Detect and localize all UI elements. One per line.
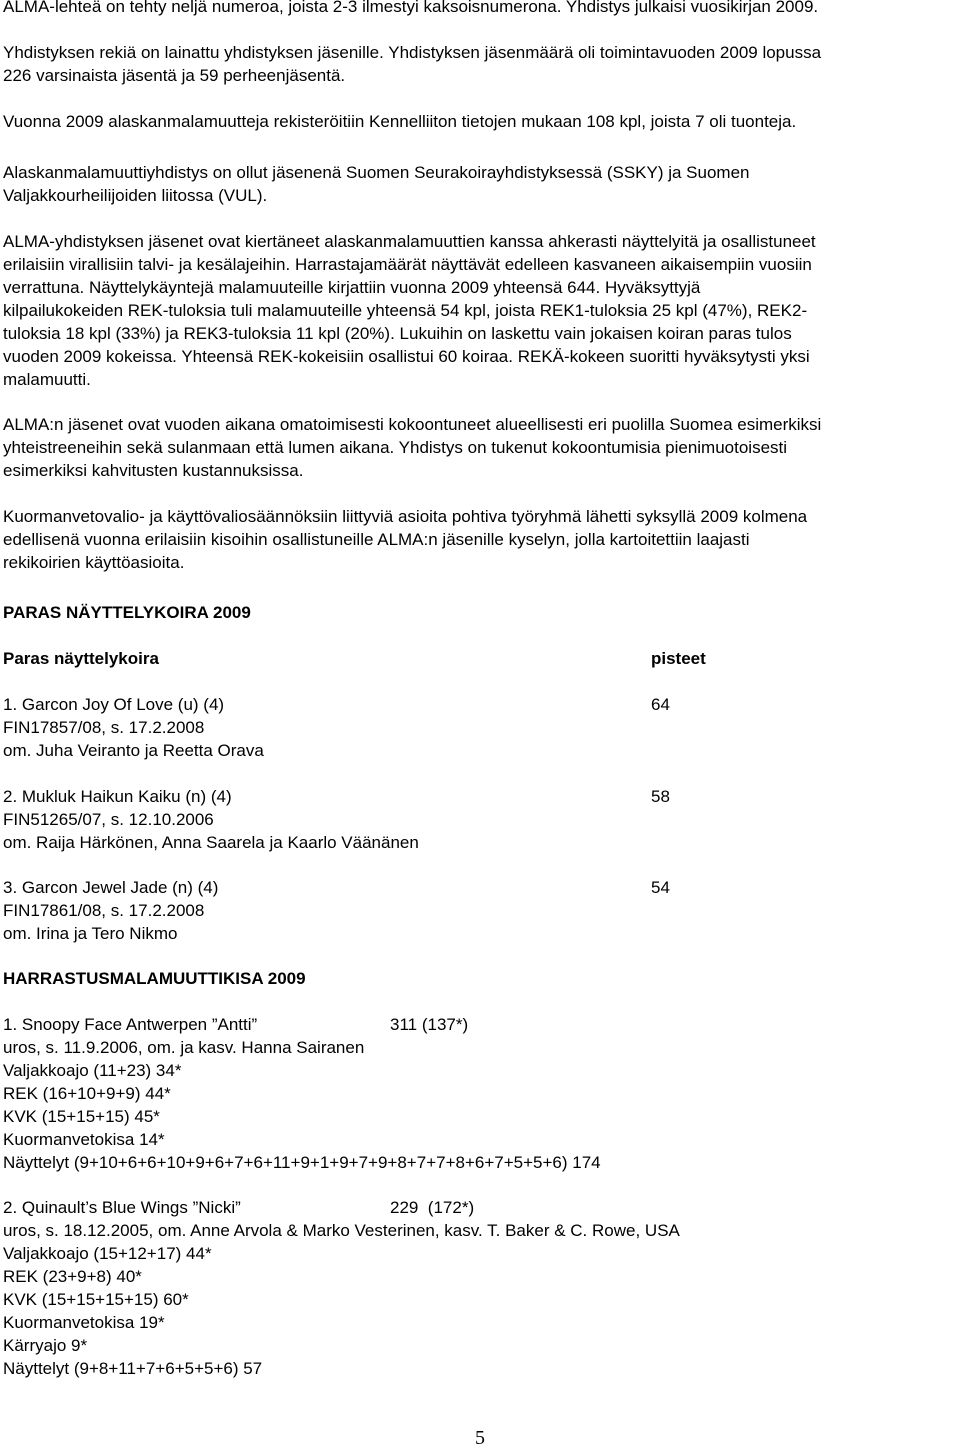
entry-owner: om. Raija Härkönen, Anna Saarela ja Kaarlo Väänänen xyxy=(3,833,419,852)
column-header-dog: Paras näyttelykoira xyxy=(3,649,159,668)
section-heading: HARRASTUSMALAMUUTTIKISA 2009 xyxy=(3,969,306,988)
paragraph-line: Valjakkourheilijoiden liitossa (VUL). xyxy=(3,186,268,205)
paragraph-line: edellisenä vuonna erilaisiin kisoihin osallistuneille ALMA:n jäsenille kyselyn, jolla kartoitettiin laajasti xyxy=(3,530,750,549)
entry-detail: Kuormanvetokisa 19* xyxy=(3,1313,165,1332)
entry-points: 64 xyxy=(651,695,670,714)
paragraph-line: Alaskanmalamuuttiyhdistys on ollut jäsenenä Suomen Seurakoirayhdistyksessä (SSKY) ja Suomen xyxy=(3,163,750,182)
entry-name: 2. Quinault’s Blue Wings ”Nicki” xyxy=(3,1198,241,1217)
entry-points: 54 xyxy=(651,878,670,897)
entry-detail: Valjakkoajo (15+12+17) 44* xyxy=(3,1244,212,1263)
entry-name: 1. Snoopy Face Antwerpen ”Antti” xyxy=(3,1015,258,1034)
paragraph-line: erilaisiin virallisiin talvi- ja kesälajeihin. Harrastajamäärät näyttävät edelleen kasvaneen aikaisempiin vuosiin xyxy=(3,255,812,274)
paragraph-line: tuloksia 18 kpl (33%) ja REK3-tuloksia 11 kpl (20%). Lukuihin on laskettu vain jokaisen koiran paras tulos xyxy=(3,324,792,343)
entry-detail: uros, s. 11.9.2006, om. ja kasv. Hanna Sairanen xyxy=(3,1038,365,1057)
page-number: 5 xyxy=(475,1427,485,1449)
paragraph-line: Vuonna 2009 alaskanmalamuutteja rekisteröitiin Kennelliiton tietojen mukaan 108 kpl, joista 7 oli tuonteja. xyxy=(3,112,797,131)
entry-detail: KVK (15+15+15+15) 60* xyxy=(3,1290,189,1309)
paragraph-line: kilpailukokeiden REK-tuloksia tuli malamuuteille yhteensä 54 kpl, joista REK1-tuloksia 25 kpl (47%), REK2- xyxy=(3,301,808,320)
entry-points: 311 (137*) xyxy=(390,1015,469,1034)
paragraph-line: vuoden 2009 kokeissa. Yhteensä REK-kokeisiin osallistui 60 koiraa. REKÄ-kokeen suoritti hyväksytysti yksi xyxy=(3,347,810,366)
entry-detail: REK (16+10+9+9) 44* xyxy=(3,1084,171,1103)
entry-registration: FIN17857/08, s. 17.2.2008 xyxy=(3,718,205,737)
section-heading: PARAS NÄYTTELYKOIRA 2009 xyxy=(3,603,251,622)
entry-detail: Kärryajo 9* xyxy=(3,1336,88,1355)
entry-detail: Näyttelyt (9+8+11+7+6+5+5+6) 57 xyxy=(3,1359,263,1378)
entry-name: 3. Garcon Jewel Jade (n) (4) xyxy=(3,878,219,897)
paragraph-line: yhteistreeneihin sekä sulanmaan että lumen aikana. Yhdistys on tukenut kokoontumisia pienimuotoisesti xyxy=(3,438,788,457)
entry-detail: REK (23+9+8) 40* xyxy=(3,1267,142,1286)
paragraph-line: 226 varsinaista jäsentä ja 59 perheenjäsentä. xyxy=(3,66,346,85)
entry-detail: Näyttelyt (9+10+6+6+10+9+6+7+6+11+9+1+9+7+9+8+7+7+8+6+7+5+5+6) 174 xyxy=(3,1153,601,1172)
entry-detail: Valjakkoajo (11+23) 34* xyxy=(3,1061,182,1080)
paragraph-line: ALMA:n jäsenet ovat vuoden aikana omatoimisesti kokoontuneet alueellisesti eri puolilla Suomea esimerkiksi xyxy=(3,415,822,434)
paragraph-line: malamuutti. xyxy=(3,370,91,389)
paragraph-line: esimerkiksi kahvitusten kustannuksissa. xyxy=(3,461,304,480)
paragraph-line: Yhdistyksen rekiä on lainattu yhdistyksen jäsenille. Yhdistyksen jäsenmäärä oli toimintavuoden 2009 lopussa xyxy=(3,43,822,62)
paragraph-line: ALMA-lehteä on tehty neljä numeroa, joista 2-3 ilmestyi kaksoisnumerona. Yhdistys julkaisi vuosikirjan 2009. xyxy=(3,0,819,16)
entry-registration: FIN17861/08, s. 17.2.2008 xyxy=(3,901,205,920)
entry-detail: uros, s. 18.12.2005, om. Anne Arvola & Marko Vesterinen, kasv. T. Baker & C. Rowe, USA xyxy=(3,1221,680,1240)
column-header-points: pisteet xyxy=(651,649,706,668)
entry-owner: om. Irina ja Tero Nikmo xyxy=(3,924,178,943)
entry-name: 1. Garcon Joy Of Love (u) (4) xyxy=(3,695,225,714)
entry-name: 2. Mukluk Haikun Kaiku (n) (4) xyxy=(3,787,232,806)
paragraph-line: verrattuna. Näyttelykäyntejä malamuuteille kirjattiin vuonna 2009 yhteensä 644. Hyväksyttyjä xyxy=(3,278,701,297)
entry-detail: KVK (15+15+15) 45* xyxy=(3,1107,160,1126)
entry-detail: Kuormanvetokisa 14* xyxy=(3,1130,165,1149)
entry-registration: FIN51265/07, s. 12.10.2006 xyxy=(3,810,214,829)
paragraph-line: ALMA-yhdistyksen jäsenet ovat kiertäneet alaskanmalamuuttien kanssa ahkerasti näyttelyitä ja osallistuneet xyxy=(3,232,816,251)
entry-points: 58 xyxy=(651,787,670,806)
paragraph-line: rekikoirien käyttöasioita. xyxy=(3,553,185,572)
entry-points: 229 (172*) xyxy=(390,1198,475,1217)
paragraph-line: Kuormanvetovalio- ja käyttövaliosäännöksiin liittyviä asioita pohtiva työryhmä lähetti syksyllä 2009 kolmena xyxy=(3,507,808,526)
entry-owner: om. Juha Veiranto ja Reetta Orava xyxy=(3,741,264,760)
